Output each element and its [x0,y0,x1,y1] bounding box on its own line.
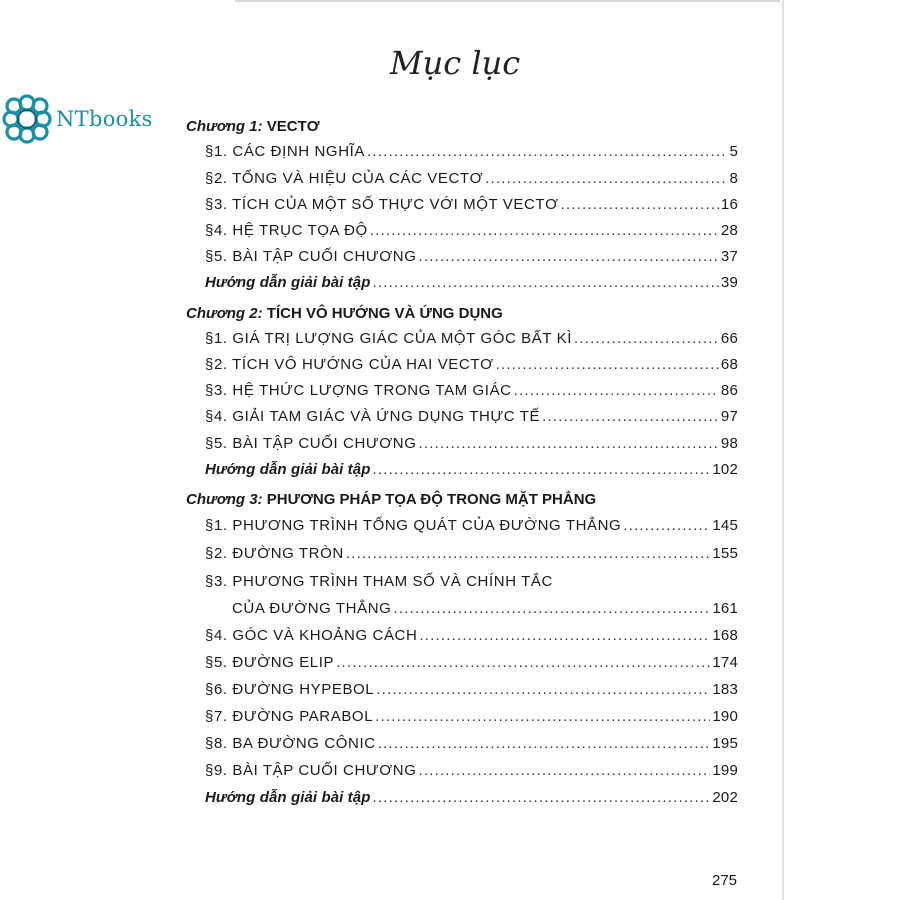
toc-entry[interactable] [205,708,738,726]
dot-leader [373,274,719,292]
section-title-line1: §3. PHƯƠNG TRÌNH THAM SỐ VÀ CHÍNH TẮC [205,573,553,590]
chapter-number: Chương 2: [186,305,263,322]
toc-entry[interactable] [205,545,738,563]
toc-entry[interactable] [205,654,738,672]
toc-guide-entry[interactable] [205,789,738,807]
dot-leader [336,654,710,672]
chapter-title: VECTƠ [266,118,320,135]
chapter-heading [186,305,503,323]
section-title: §6. ĐƯỜNG HYPEBOL [205,681,375,698]
section-page-number: 37 [720,248,738,265]
section-page-number: 98 [720,435,738,452]
section-title: §4. GIẢI TAM GIÁC VÀ ỨNG DỤNG THỰC TẾ [205,408,541,425]
toc-entry[interactable] [232,600,738,618]
guide-title: Hướng dẫn giải bài tập [205,274,371,291]
toc-entry[interactable] [205,170,738,188]
dot-leader [418,435,718,453]
toc-entry[interactable] [205,517,738,535]
dot-leader [419,627,710,645]
dot-leader [418,762,710,780]
section-page-number: 183 [712,681,738,698]
section-title: §8. BA ĐƯỜNG CÔNIC [205,735,376,752]
section-page-number: 28 [720,222,738,239]
dot-leader [393,600,710,618]
dot-leader [418,248,718,266]
dot-leader [373,789,711,807]
toc-entry[interactable] [205,435,738,453]
dot-leader [375,708,710,726]
section-title: §3. TÍCH CỦA MỘT SỐ THỰC VỚI MỘT VECTƠ [205,196,559,213]
section-title: §5. BÀI TẬP CUỐI CHƯƠNG [205,435,417,452]
dot-leader [496,356,719,374]
chapter-heading [186,491,596,509]
section-title: §5. ĐƯỜNG ELIP [205,654,335,671]
section-title: §2. TÍCH VÔ HƯỚNG CỦA HAI VECTƠ [205,356,494,373]
section-page-number: 195 [712,735,738,752]
section-page-number: 168 [712,627,738,644]
toc-entry[interactable] [205,222,738,240]
section-title: §4. GÓC VÀ KHOẢNG CÁCH [205,627,418,644]
toc-guide-entry[interactable] [205,461,738,479]
dot-leader [574,330,719,348]
section-page-number: 199 [712,762,738,779]
section-title: §2. ĐƯỜNG TRÒN [205,545,344,562]
section-page-number: 16 [720,196,738,213]
section-page-number: 66 [720,330,738,347]
section-page-number: 68 [720,356,738,373]
section-title: §9. BÀI TẬP CUỐI CHƯƠNG [205,762,417,779]
guide-title: Hướng dẫn giải bài tập [205,789,371,806]
section-page-number: 161 [712,600,738,617]
section-title: §1. PHƯƠNG TRÌNH TỔNG QUÁT CỦA ĐƯỜNG THẲNG [205,517,622,534]
section-title: CỦA ĐƯỜNG THẲNG [232,600,392,617]
section-page-number: 5 [729,143,738,160]
section-title: §4. HỆ TRỤC TỌA ĐỘ [205,222,368,239]
dot-leader [346,545,711,563]
chapter-heading [186,118,320,136]
section-page-number: 145 [712,517,738,534]
section-page-number: 155 [712,545,738,562]
dot-leader [623,517,710,535]
section-page-number: 97 [720,408,738,425]
toc-guide-entry[interactable] [205,274,738,292]
section-title: §1. GIÁ TRỊ LƯỢNG GIÁC CỦA MỘT GÓC BẤT KÌ [205,330,573,347]
chapter-number: Chương 3: [186,491,263,508]
section-title: §1. CÁC ĐỊNH NGHĨA [205,143,365,160]
guide-page-number: 39 [720,274,738,291]
toc-entry[interactable] [205,248,738,266]
chapter-title: TÍCH VÔ HƯỚNG VÀ ỨNG DỤNG [266,305,503,322]
page-title: Mục lục [389,44,521,82]
page-number: 275 [712,872,738,889]
section-title: §3. HỆ THỨC LƯỢNG TRONG TAM GIÁC [205,382,512,399]
toc-entry[interactable] [205,382,738,400]
dot-leader [370,222,719,240]
guide-page-number: 202 [712,789,738,806]
guide-title: Hướng dẫn giải bài tập [205,461,371,478]
dot-leader [376,681,710,699]
toc-entry[interactable] [205,143,738,161]
dot-leader [542,408,719,426]
toc-entry[interactable] [205,408,738,426]
toc-entry[interactable] [205,762,738,780]
brand-name: NTbooks [56,107,153,131]
section-page-number: 190 [712,708,738,725]
section-title: §2. TỔNG VÀ HIỆU CỦA CÁC VECTƠ [205,170,484,187]
toc-entry[interactable] [205,627,738,645]
toc-entry[interactable] [205,681,738,699]
dot-leader [367,143,727,161]
toc-entry[interactable] [205,196,738,214]
toc-entry[interactable] [205,735,738,753]
dot-leader [378,735,711,753]
section-title: §7. ĐƯỜNG PARABOL [205,708,374,725]
section-page-number: 174 [712,654,738,671]
section-page-number: 86 [720,382,738,399]
section-page-number: 8 [729,170,738,187]
dot-leader [373,461,711,479]
chapter-title: PHƯƠNG PHÁP TỌA ĐỘ TRONG MẶT PHẲNG [266,491,597,508]
guide-page-number: 102 [712,461,738,478]
toc-entry[interactable] [205,356,738,374]
section-title: §5. BÀI TẬP CUỐI CHƯƠNG [205,248,417,265]
dot-leader [485,170,727,188]
chapter-number: Chương 1: [186,118,263,135]
dot-leader [514,382,719,400]
toc-entry[interactable] [205,330,738,348]
dot-leader [561,196,719,214]
